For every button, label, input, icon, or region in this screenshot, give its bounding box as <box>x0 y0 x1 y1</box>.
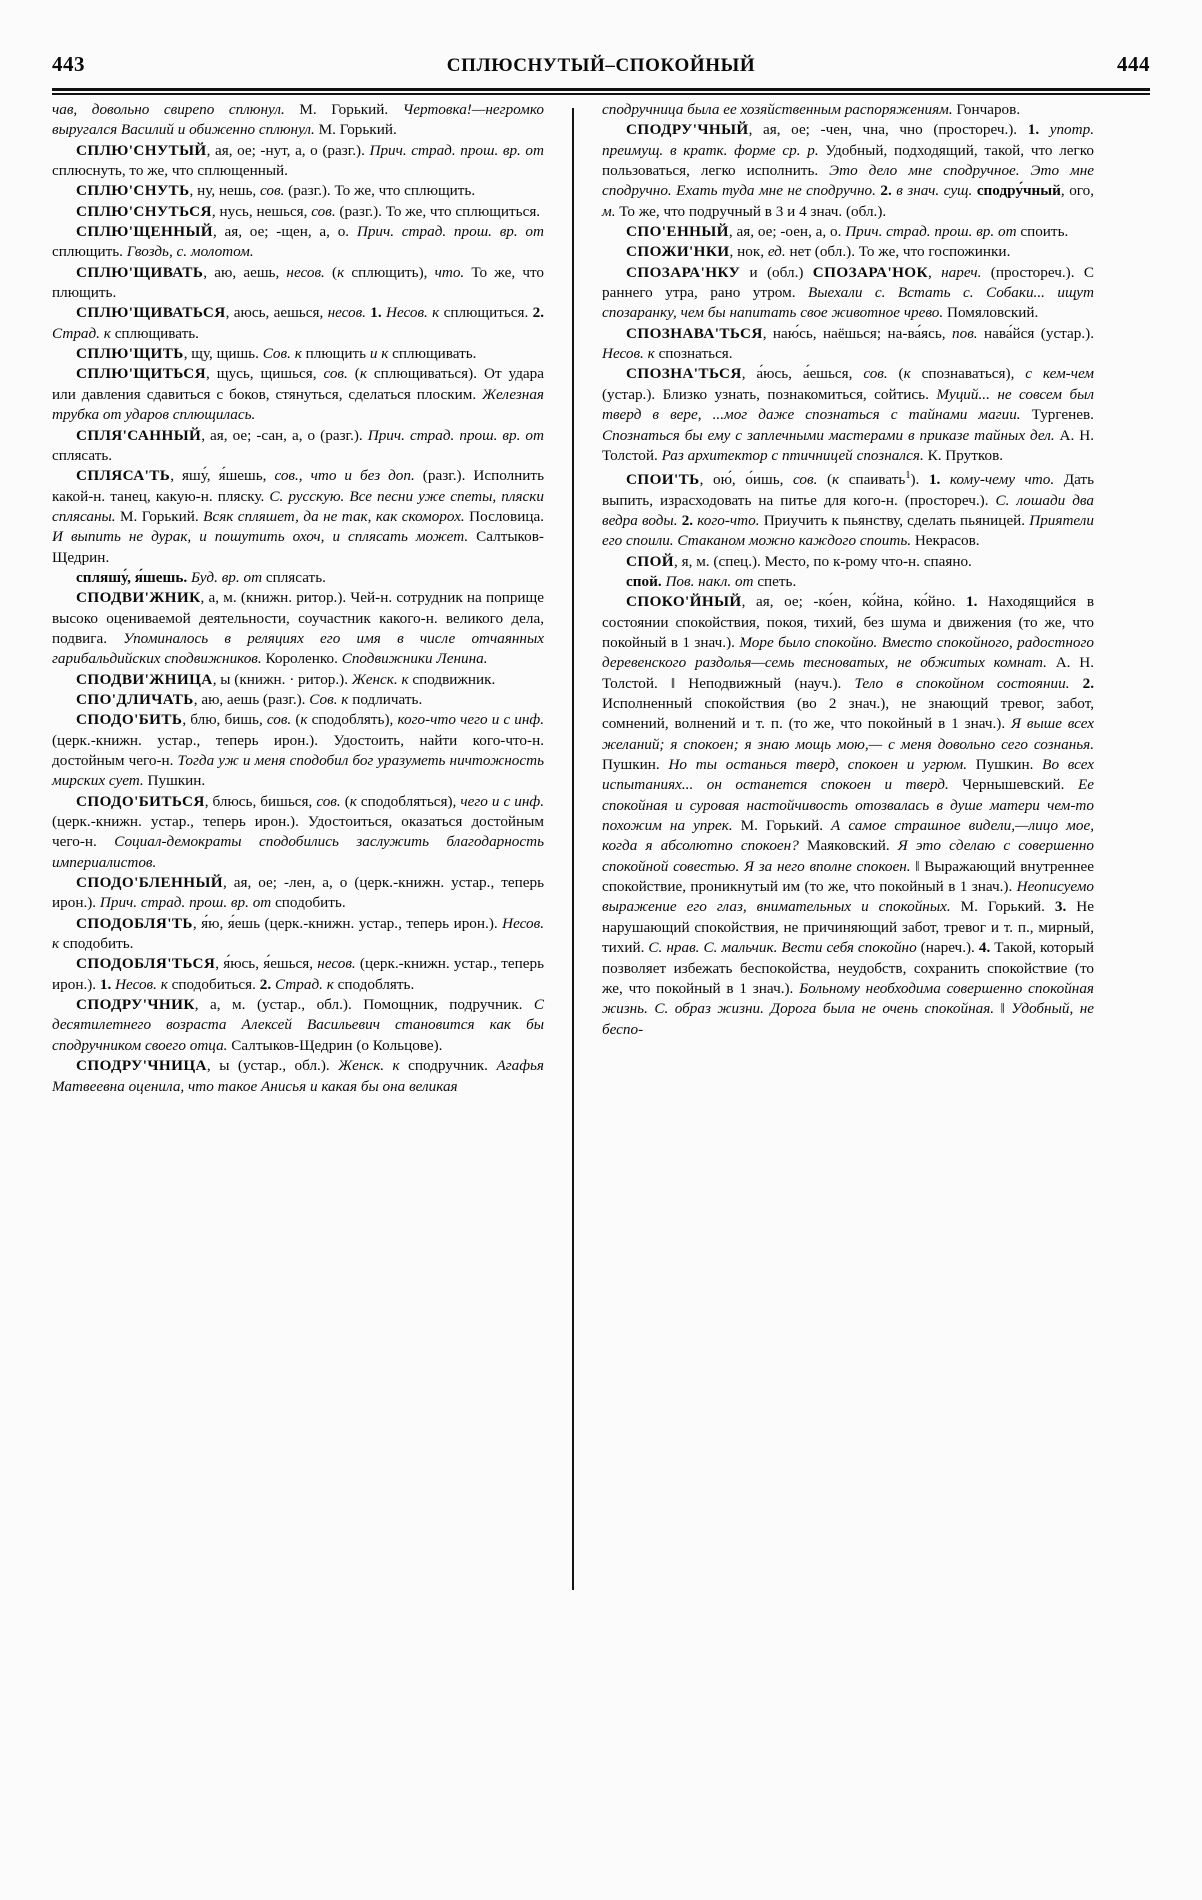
dictionary-entry: СПОЙ, я, м. (спец.). Место, по к-рому что-н. спаяно. <box>626 552 972 570</box>
dictionary-entry: СПОЗНА'ТЬСЯ, а́юсь, а́ешься, сов. (к спознаваться), с кем-чем (устар.). Близко узнать, познакомиться, сойтись. Муций... не совсем был тверд в вере, ...мог даже спознаться с тайнами магии. Тургенев. Спознаться бы ему с заплечными мастерами в приказе тайных дел. А. Н. Толстой. Раз архитектор с птичницей спознался. К. Прутков. <box>602 365 1094 464</box>
dictionary-subentry: спляшу́, я́шешь. Буд. вр. от сплясать. <box>76 568 326 586</box>
folio-left: 443 <box>52 52 85 76</box>
dictionary-entry: СПОКО'ЙНЫЙ, ая, ое; -ко́ен, ко́йна, ко́йно. 1. Находящийся в состоянии спокойствия, покоя, тихий, без шума и движения (то же, что покойный в 1 знач.). Море было спокойно. Вместо спокойного, радостного деревенского раздолья—семь тесноватых, не обжитых комнат. А. Н. Толстой. ‖ Неподвижный (науч.). Тело в спокойном состоянии. 2. Исполненный спокойствия (во 2 знач.), не знающий тревог, забот, сомнений, волнений и т. п. (то же, что покойный в 1 знач.). Я выше всех желаний; я спокоен; я знаю мощь мою,— с меня довольно сего сознанья. Пушкин. Но ты останься тверд, спокоен и угрюм. Пушкин. Во всех испытаниях... он останется спокоен и тверд. Чернышевский. Ее спокойная и суровая настойчивость отозвалась в душе матери чем-то похожим на упрек. М. Горький. А самое страшное видели,—лицо мое, когда я абсолютно спокоен? Маяковский. Я это сделаю с совершенно спокойной совестью. Я за него вполне спокоен. ‖ Выражающий внутреннее спокойствие, проникнутый им (то же, что покойный в 1 знач.). Неописуемо выражение его глаз, внимательных и спокойных. М. Горький. 3. Не нарушающий спокойствия, не причиняющий забот, тревог и т. п., мирный, тихий. С. нрав. С. мальчик. Вести себя спокойно (нареч.). 4. Такой, который позволяет избежать беспокойства, неудобств, сохранить спокойствие (то же, что покойный в 1 знач.). Больному необходима совершенно спокойная жизнь. С. образ жизни. Дорога была не очень спокойная. ‖ Удобный, не беспо- <box>602 593 1095 1038</box>
dictionary-entry: СПЛЮ'ЩИТЬСЯ, щусь, щишься, сов. (к сплющиваться). От удара или давления сдавиться с боков, стянуться, сделаться плоским. Железная трубка от ударов сплющилась. <box>52 365 544 424</box>
dictionary-entry: СПОЖИ'НКИ, нок, ед. нет (обл.). То же, что госпожинки. <box>626 243 1011 261</box>
running-head-title: СПЛЮСНУТЫЙ–СПОКОЙНЫЙ <box>446 55 756 76</box>
header-rule <box>52 88 1150 95</box>
running-head <box>52 52 1150 86</box>
dictionary-entry: СПОЗАРА'НКУ и (обл.) СПОЗАРА'НОК, нареч. (простореч.). С раннего утра, рано утром. Выехали с. Встать с. Собаки... ищут спозаранку, чем бы напитать свое животное чрево. Помяловский. <box>602 263 1095 322</box>
dictionary-subentry: спой. Пов. накл. от спеть. <box>626 572 797 590</box>
dictionary-entry: СПЛЮ'ЩИВАТЬ, аю, аешь, несов. (к сплющить), что. То же, что плющить. <box>52 263 544 302</box>
text-columns <box>52 100 1150 1800</box>
dictionary-entry: СПЛЮ'ЩИТЬ, щу, щишь. Сов. к плющить и к сплющивать. <box>76 345 477 363</box>
carryover-paragraph: сподручница была ее хозяйственным распоряжениям. Гончаров. <box>602 101 1021 118</box>
folio-right: 444 <box>1117 52 1150 76</box>
dictionary-entry: СПОДОБЛЯ'ТЬСЯ, я́юсь, я́ешься, несов. (церк.-книжн. устар., теперь ирон.). 1. Несов. к сподобиться. 2. Страд. к сподоблять. <box>52 955 544 993</box>
header-rule-thin <box>52 93 1150 95</box>
dictionary-entry: СПОДОБЛЯ'ТЬ, я́ю, я́ешь (церк.-книжн. устар., теперь ирон.). Несов. к сподобить. <box>52 914 544 953</box>
dictionary-entry: СПО'ЕННЫЙ, ая, ое; -оен, а, о. Прич. страд. прош. вр. от споить. <box>626 223 1069 241</box>
dictionary-entry: СПЛЮ'СНУТЬСЯ, нусь, нешься, сов. (разг.). То же, что сплющиться. <box>76 202 541 220</box>
left-column <box>52 100 572 1800</box>
dictionary-entry: СПЛЮ'ЩИВАТЬСЯ, аюсь, аешься, несов. 1. Несов. к сплющиться. 2. Страд. к сплющивать. <box>52 304 544 342</box>
dictionary-entry: СПО'ДЛИЧАТЬ, аю, аешь (разг.). Сов. к подличать. <box>76 690 423 708</box>
dictionary-entry: СПОЗНАВА'ТЬСЯ, наю́сь, наёшься; на-ва́ясь, пов. нава́йся (устар.). Несов. к спознаться. <box>602 324 1094 363</box>
dictionary-entry: СПЛЮ'СНУТЬ, ну, нешь, сов. (разг.). То же, что сплющить. <box>76 182 476 200</box>
dictionary-entry: СПОДО'БИТЬСЯ, блюсь, бишься, сов. (к сподобляться), чего и с инф. (церк.-книжн. устар., теперь ирон.). Удостоиться, оказаться достойным чего-н. Социал-демократы сподобились заслужить благодарность империалистов. <box>52 792 544 871</box>
dictionary-entry: СПЛЮ'ЩЕННЫЙ, ая, ое; -щен, а, о. Прич. страд. прош. вр. от сплющить. Гвоздь, с. молотом. <box>52 223 544 261</box>
dictionary-entry: СПЛЯ'САННЫЙ, ая, ое; -сан, а, о (разг.). Прич. страд. прош. вр. от сплясать. <box>52 426 544 464</box>
dictionary-entry: СПОДО'БЛЕННЫЙ, ая, ое; -лен, а, о (церк.-книжн. устар., теперь ирон.). Прич. страд. прош. вр. от сподобить. <box>52 874 544 912</box>
dictionary-entry: СПОДВИ'ЖНИК, а, м. (книжн. ритор.). Чей-н. сотрудник на поприще высоко оцениваемой деятельности, соучастник какого-н. великого дела, подвига. Упоминалось в реляциях его имя в числе отчаянных гарибальдийских сподвижников. Короленко. Сподвижники Ленина. <box>52 589 544 668</box>
dictionary-entry: СПОИ'ТЬ, ою́, о́ишь, сов. (к спаивать$^1$). 1. кому-чему что. Дать выпить, израсходовать на питье для кого-н. (простореч.). С. лошади два ведра воды. 2. кого-что. Приучить к пьянству, сделать пьяницей. Приятели его споили. Стаканом можно каждого споить. Некрасов. <box>602 470 1095 550</box>
carryover-paragraph: чав, довольно свирепо сплюнул. М. Горький. Чертовка!—негромко выругался Василий и обиженно сплюнул. М. Горький. <box>52 101 544 139</box>
right-column <box>574 100 1094 1800</box>
dictionary-entry: СПЛЮ'СНУТЫЙ, ая, ое; -нут, а, о (разг.). Прич. страд. прош. вр. от сплюснуть, то же, что сплющенный. <box>52 141 544 180</box>
dictionary-entry: СПОДРУ'ЧНИК, а, м. (устар., обл.). Помощник, подручник. С десятилетнего возраста Алексей Васильевич становится как бы сподручником своего отца. Салтыков-Щедрин (о Кольцове). <box>52 996 544 1054</box>
dictionary-entry: СПОДРУ'ЧНЫЙ, ая, ое; -чен, чна, чно (простореч.). 1. употр. преимущ. в кратк. форме ср. р. Удобный, подходящий, такой, что легко пользоваться, легко исполнить. Это дело мне сподручное. Это мне сподручно. Ехать туда мне не сподручно. 2. в знач. сущ. сподру́чный, ого, м. То же, что подручный в 3 и 4 знач. (обл.). <box>602 121 1095 220</box>
dictionary-entry: СПОДВИ'ЖНИЦА, ы (книжн. · ритор.). Женск. к сподвижник. <box>76 670 496 688</box>
dictionary-entry: СПОДРУ'ЧНИЦА, ы (устар., обл.). Женск. к сподручник. Агафья Матвеевна оценила, что такое Анисья и какая бы она великая <box>52 1057 544 1095</box>
dictionary-entry: СПЛЯСА'ТЬ, яшу́, я́шешь, сов., что и без доп. (разг.). Исполнить какой-н. танец, какую-н. пляску. С. русскую. Все песни уже спеты, пляски сплясаны. М. Горький. Всяк спляшет, да не так, как скоморох. Пословица. И выпить не дурак, и пошутить охоч, и сплясать может. Салтыков-Щедрин. <box>52 467 544 566</box>
dictionary-entry: СПОДО'БИТЬ, блю, бишь, сов. (к сподоблять), кого-что чего и с инф. (церк.-книжн. устар., теперь ирон.). Удостоить, найти кого-что-н. достойным чего-н. Тогда уж и меня сподобил бог уразуметь ничтожность мирских сует. Пушкин. <box>52 711 544 790</box>
